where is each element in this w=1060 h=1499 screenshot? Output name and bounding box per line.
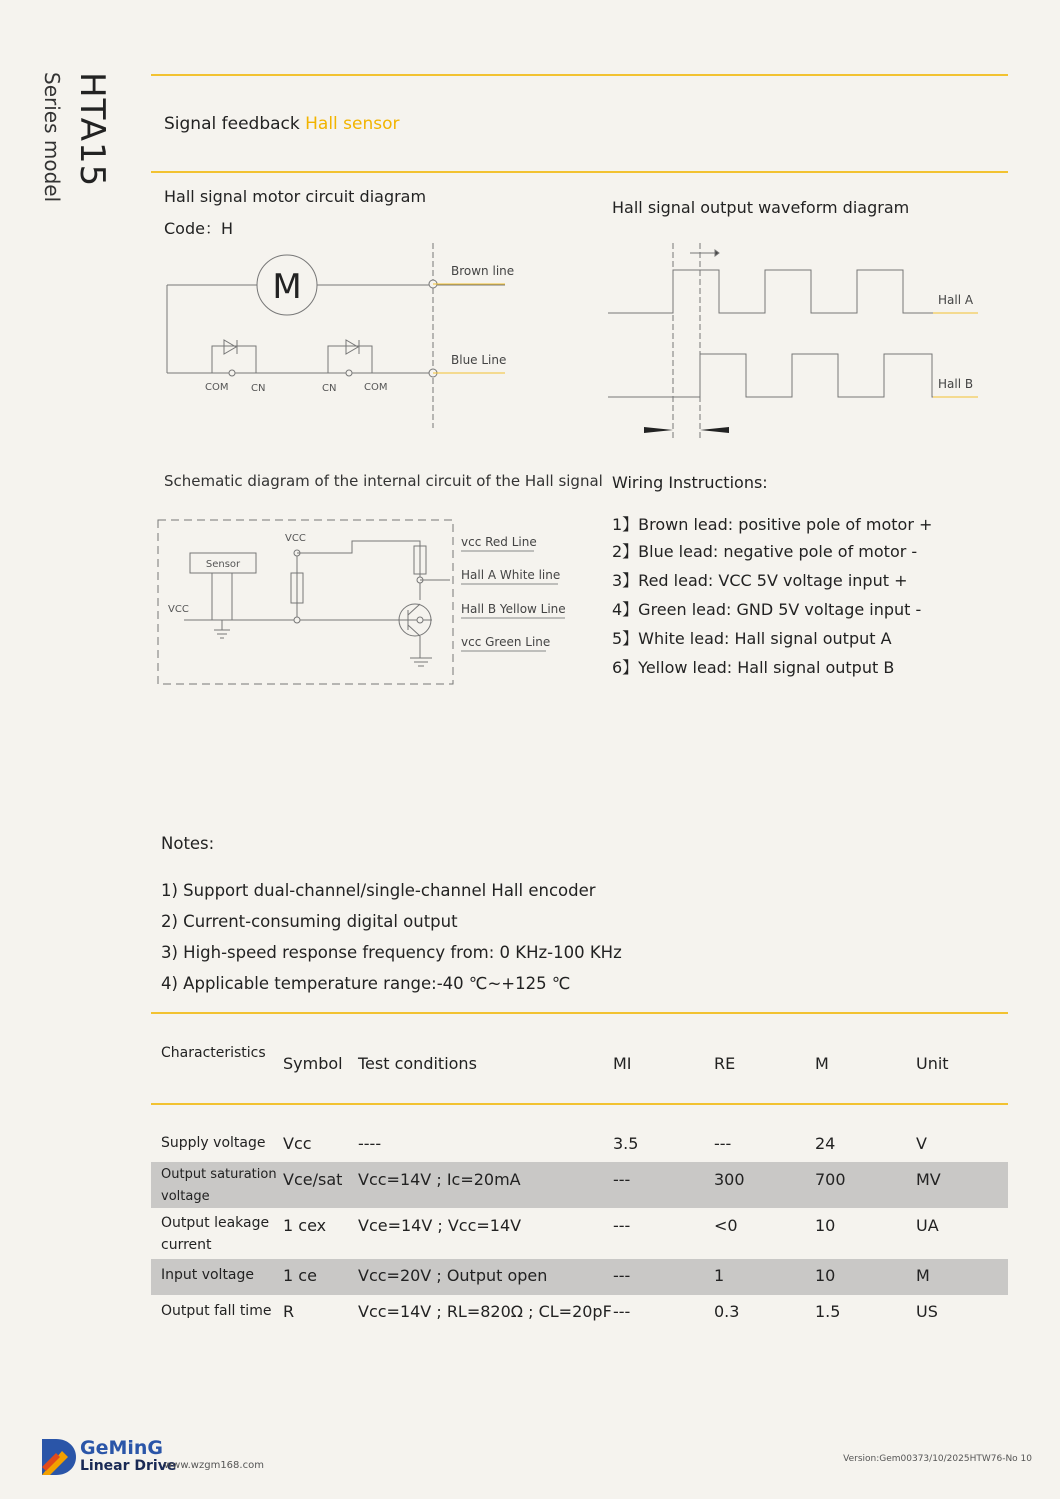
yellow-line-label: Hall B Yellow Line: [461, 602, 566, 616]
table-cell: ---: [613, 1216, 631, 1235]
sensor-label: Sensor: [205, 559, 241, 570]
model-title: HTA15: [72, 72, 112, 188]
motor-diagram-title: Hall signal motor circuit diagram: [164, 187, 427, 206]
table-cell: 700: [815, 1170, 846, 1189]
internal-circuit-title: Schematic diagram of the internal circuit of the Hall signal: [164, 472, 603, 490]
table-cell: ---: [613, 1266, 631, 1285]
table-cell: 1 cex: [283, 1216, 327, 1235]
table-cell: Vcc: [283, 1134, 312, 1153]
table-cell: Vce/sat: [283, 1170, 343, 1189]
table-cell: Vcc=14V ; Ic=20mA: [358, 1170, 521, 1189]
wiring-item: 4】Green lead: GND 5V voltage input -: [612, 600, 922, 619]
table-cell: Output saturation voltage: [161, 1167, 277, 1204]
note-item: 4) Applicable temperature range:-40 ℃~+125 ℃: [161, 974, 571, 993]
table-row: [151, 1295, 1008, 1335]
version-text: Version:Gem00373/10/2025HTW76-No 10: [843, 1454, 1032, 1464]
table-cell: 0.3: [714, 1302, 740, 1321]
header-cell: Symbol: [283, 1054, 343, 1073]
table-row: [151, 1126, 1008, 1162]
wiring-item: 6】Yellow lead: Hall signal output B: [612, 658, 895, 677]
table-cell: 24: [815, 1134, 836, 1153]
header-cell: Test conditions: [358, 1054, 477, 1073]
note-item: 2) Current-consuming digital output: [161, 912, 458, 931]
table-cell: ---: [613, 1170, 631, 1189]
table-row: [151, 1208, 1008, 1259]
motor-code: Code：H: [164, 219, 233, 238]
notes-title: Notes:: [161, 834, 215, 853]
table-cell: 1.5: [815, 1302, 841, 1321]
com2-label: COM: [364, 382, 388, 393]
wiring-item: 2】Blue lead: negative pole of motor -: [612, 542, 918, 561]
motor-label: M: [272, 267, 302, 307]
table-row: [151, 1162, 1008, 1208]
wiring-item: 5】White lead: Hall signal output A: [612, 629, 892, 648]
green-line-label: vcc Green Line: [461, 635, 551, 649]
table-cell: Vcc=20V ; Output open: [358, 1266, 548, 1285]
header-cell: M: [815, 1054, 829, 1073]
header-cell: Unit: [916, 1054, 949, 1073]
table-cell: V: [916, 1134, 927, 1153]
table-cell: ----: [358, 1134, 382, 1153]
waveform-title: Hall signal output waveform diagram: [612, 198, 910, 217]
series-label: Series model: [40, 72, 64, 203]
wiring-item: 3】Red lead: VCC 5V voltage input +: [612, 571, 908, 590]
table-cell: ---: [714, 1134, 732, 1153]
table-cell: 1 ce: [283, 1266, 317, 1285]
internal-circuit-diagram: [158, 520, 453, 684]
cn2-label: CN: [322, 383, 337, 394]
section-title-accent: Hall sensor: [305, 114, 400, 134]
table-cell: 3.5: [613, 1134, 639, 1153]
header-cell: Characteristics: [161, 1045, 266, 1061]
website-link[interactable]: www.wzgm168.com: [164, 1460, 264, 1471]
brand-name: GeMinG: [80, 1437, 164, 1459]
cn1-label: CN: [251, 383, 266, 394]
blue-line-label: Blue Line: [451, 353, 507, 367]
brand-subtitle: Linear Drive: [80, 1458, 177, 1474]
brand-logo-icon: [38, 1437, 78, 1477]
vcc-left-label: VCC: [168, 604, 189, 615]
hall-b-label: Hall B: [938, 377, 974, 391]
section-title-main: Signal feedback: [164, 114, 300, 134]
table-cell: UA: [916, 1216, 939, 1235]
hall-a-label: Hall A: [938, 293, 974, 307]
note-item: 1) Support dual-channel/single-channel Hall encoder: [161, 881, 596, 900]
table-cell: MV: [916, 1170, 941, 1189]
wiring-title: Wiring Instructions:: [612, 473, 768, 492]
table-cell: 1: [714, 1266, 725, 1285]
table-cell: Output fall time: [161, 1303, 272, 1319]
table-cell: 10: [815, 1216, 836, 1235]
spec-table: [151, 1030, 1008, 1335]
table-cell: Vce=14V ; Vcc=14V: [358, 1216, 522, 1235]
note-item: 3) High-speed response frequency from: 0 KHz-100 KHz: [161, 943, 622, 962]
table-cell: 10: [815, 1266, 836, 1285]
header-cell: MI: [613, 1054, 632, 1073]
vcc-top-label: VCC: [285, 533, 306, 544]
table-cell: 300: [714, 1170, 745, 1189]
header-cell: RE: [714, 1054, 736, 1073]
table-cell: ---: [613, 1302, 631, 1321]
table-cell: US: [916, 1302, 938, 1321]
brown-line-label: Brown line: [451, 264, 515, 278]
waveform-diagram: [452, 243, 978, 440]
table-cell: Output leakage current: [161, 1215, 270, 1253]
wiring-item: 1】Brown lead: positive pole of motor +: [612, 515, 933, 534]
table-cell: Vcc=14V ; RL=820Ω ; CL=20pF: [358, 1302, 612, 1321]
red-line-label: vcc Red Line: [461, 535, 537, 549]
table-header-row: [151, 1030, 1008, 1126]
table-cell: R: [283, 1302, 295, 1321]
table-row: [151, 1259, 1008, 1295]
table-cell: <0: [714, 1216, 738, 1235]
white-line-label: Hall A White line: [461, 568, 561, 582]
com1-label: COM: [205, 382, 229, 393]
table-cell: Supply voltage: [161, 1135, 266, 1151]
table-cell: Input voltage: [161, 1267, 255, 1283]
table-cell: M: [916, 1266, 930, 1285]
